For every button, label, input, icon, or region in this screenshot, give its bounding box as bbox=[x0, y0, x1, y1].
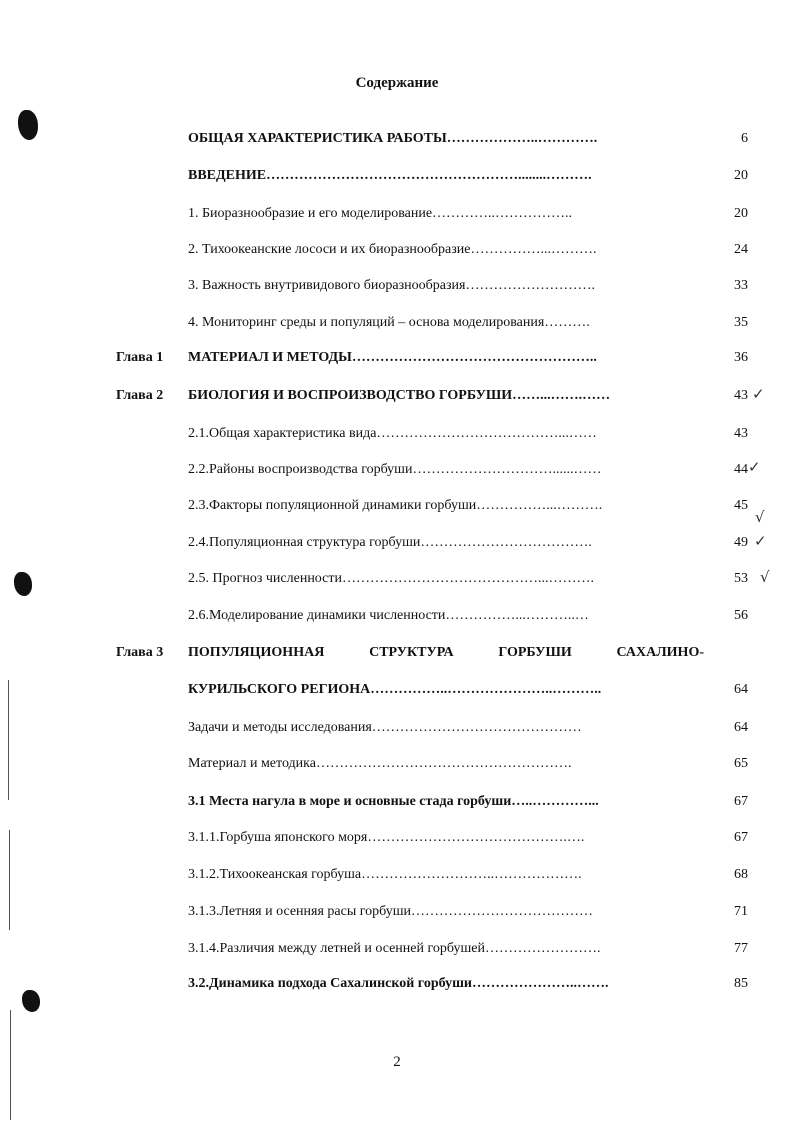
toc-entry bbox=[0, 938, 794, 960]
toc-entry-text: 3.1.3.Летняя и осенняя расы горбуши………………………………… bbox=[188, 904, 593, 919]
toc-page-number: 65 bbox=[734, 756, 748, 771]
toc-page-number: 77 bbox=[734, 941, 748, 956]
toc-page-number: 33 bbox=[734, 278, 748, 293]
toc-entry bbox=[0, 275, 794, 297]
toc-entry bbox=[0, 385, 794, 407]
toc-entry bbox=[0, 605, 794, 627]
toc-entry-text bbox=[188, 642, 704, 664]
toc-page-number: 43 bbox=[734, 426, 748, 441]
toc-entry bbox=[0, 423, 794, 445]
toc-entry-text: ВВЕДЕНИЕ………………………………………………........………. bbox=[188, 168, 592, 183]
toc-chapter-label: Глава 2 bbox=[116, 388, 164, 403]
toc-entry-text: 2.2.Районы воспроизводства горбуши…………………………......…… bbox=[188, 462, 602, 477]
toc-page-number: 20 bbox=[734, 168, 748, 183]
toc-page-number: 44 bbox=[734, 462, 748, 477]
toc-page-number: 64 bbox=[734, 720, 748, 735]
check-mark-icon: ✓ bbox=[752, 385, 765, 403]
toc-entry-text: 2.5. Прогноз численности……………………………………...………. bbox=[188, 571, 594, 586]
toc-entry bbox=[0, 679, 794, 701]
toc-entry-text: Материал и методика………………………………………………. bbox=[188, 756, 572, 771]
toc-page-number: 49 bbox=[734, 535, 748, 550]
toc-entry-text: 2.1.Общая характеристика вида…………………………………...…… bbox=[188, 426, 597, 441]
toc-entry bbox=[0, 827, 794, 849]
toc-page-number: 64 bbox=[734, 682, 748, 697]
toc-entry bbox=[0, 753, 794, 775]
toc-page-number: 45 bbox=[734, 498, 748, 513]
toc-chapter-label: Глава 3 bbox=[116, 645, 164, 660]
toc-entry-text: 3. Важность внутривидового биоразнообразия………………………. bbox=[188, 278, 595, 293]
check-mark-icon: √ bbox=[760, 568, 770, 586]
check-mark-icon: √ bbox=[755, 508, 765, 526]
toc-page-number: 71 bbox=[734, 904, 748, 919]
toc-entry-text: 3.1.1.Горбуша японского моря…………………………………….…. bbox=[188, 830, 585, 845]
toc-entry-text: 2. Тихоокеанские лососи и их биоразнообразие……………...………. bbox=[188, 242, 597, 257]
check-mark-icon: ✓ bbox=[748, 458, 761, 476]
toc-entry-text: 2.6.Моделирование динамики численности……………...………..… bbox=[188, 608, 589, 623]
toc-entry bbox=[0, 459, 794, 481]
toc-page-number: 24 bbox=[734, 242, 748, 257]
toc-entry-text: 1. Биоразнообразие и его моделирование…………..…………….. bbox=[188, 206, 573, 221]
page-title: Содержание bbox=[355, 75, 439, 91]
toc-entry-text: Задачи и методы исследования……………………………………… bbox=[188, 720, 582, 735]
toc-entry bbox=[0, 495, 794, 517]
toc-entry bbox=[0, 717, 794, 739]
toc-entry-text: 2.3.Факторы популяционной динамики горбуши……………...………. bbox=[188, 498, 603, 513]
toc-entry-text: 3.2.Динамика подхода Сахалинской горбуши…………………..……. bbox=[188, 976, 609, 991]
toc-page-number: 85 bbox=[734, 976, 748, 991]
toc-heading-word: ГОРБУШИ bbox=[498, 645, 572, 660]
toc-entry-text: 2.4.Популяционная структура горбуши………………………………. bbox=[188, 535, 592, 550]
toc-entry bbox=[0, 642, 794, 664]
check-mark-icon: ✓ bbox=[754, 532, 767, 550]
toc-page-number: 35 bbox=[734, 315, 748, 330]
toc-entry-text: ОБЩАЯ ХАРАКТЕРИСТИКА РАБОТЫ………………..…………. bbox=[188, 131, 598, 146]
toc-page-number: 56 bbox=[734, 608, 748, 623]
toc-entry-text: КУРИЛЬСКОГО РЕГИОНА……………..…………………..……….. bbox=[188, 682, 602, 697]
toc-page-number: 20 bbox=[734, 206, 748, 221]
toc-entry bbox=[0, 532, 794, 554]
toc-page-number: 36 bbox=[734, 350, 748, 365]
toc-page-number: 6 bbox=[741, 131, 748, 146]
toc-page-number: 43 bbox=[734, 388, 748, 403]
toc-entry-text: 3.1.4.Различия между летней и осенней горбушей……………………. bbox=[188, 941, 601, 956]
toc-chapter-label: Глава 1 bbox=[116, 350, 164, 365]
toc-entry-text: МАТЕРИАЛ И МЕТОДЫ…………………………………………….. bbox=[188, 350, 597, 365]
page-number: 2 bbox=[393, 1054, 401, 1070]
toc-heading-word: ПОПУЛЯЦИОННАЯ bbox=[188, 645, 325, 660]
toc-heading-word: СТРУКТУРА bbox=[369, 645, 454, 660]
toc-entry bbox=[0, 165, 794, 187]
toc-page-number: 53 bbox=[734, 571, 748, 586]
toc-entry bbox=[0, 568, 794, 590]
toc-entry-text: 3.1.2.Тихоокеанская горбуша………………………..………………. bbox=[188, 867, 582, 882]
toc-heading-word: САХАЛИНО- bbox=[616, 645, 704, 660]
toc-entry-text: БИОЛОГИЯ И ВОСПРОИЗВОДСТВО ГОРБУШИ……...…….…… bbox=[188, 388, 611, 403]
toc-entry bbox=[0, 901, 794, 923]
toc-entry-text: 4. Мониторинг среды и популяций – основа моделирования………. bbox=[188, 315, 590, 330]
toc-entry-text: 3.1 Места нагула в море и основные стада горбуши…..…………... bbox=[188, 794, 599, 809]
toc-page-number: 67 bbox=[734, 830, 748, 845]
toc-entry bbox=[0, 791, 794, 813]
toc-page-number: 67 bbox=[734, 794, 748, 809]
toc-entry bbox=[0, 347, 794, 369]
toc-entry bbox=[0, 239, 794, 261]
toc-entry bbox=[0, 128, 794, 150]
toc-entry bbox=[0, 203, 794, 225]
toc-entry bbox=[0, 864, 794, 886]
toc-entry bbox=[0, 312, 794, 334]
toc-entry bbox=[0, 973, 794, 995]
toc-page-number: 68 bbox=[734, 867, 748, 882]
